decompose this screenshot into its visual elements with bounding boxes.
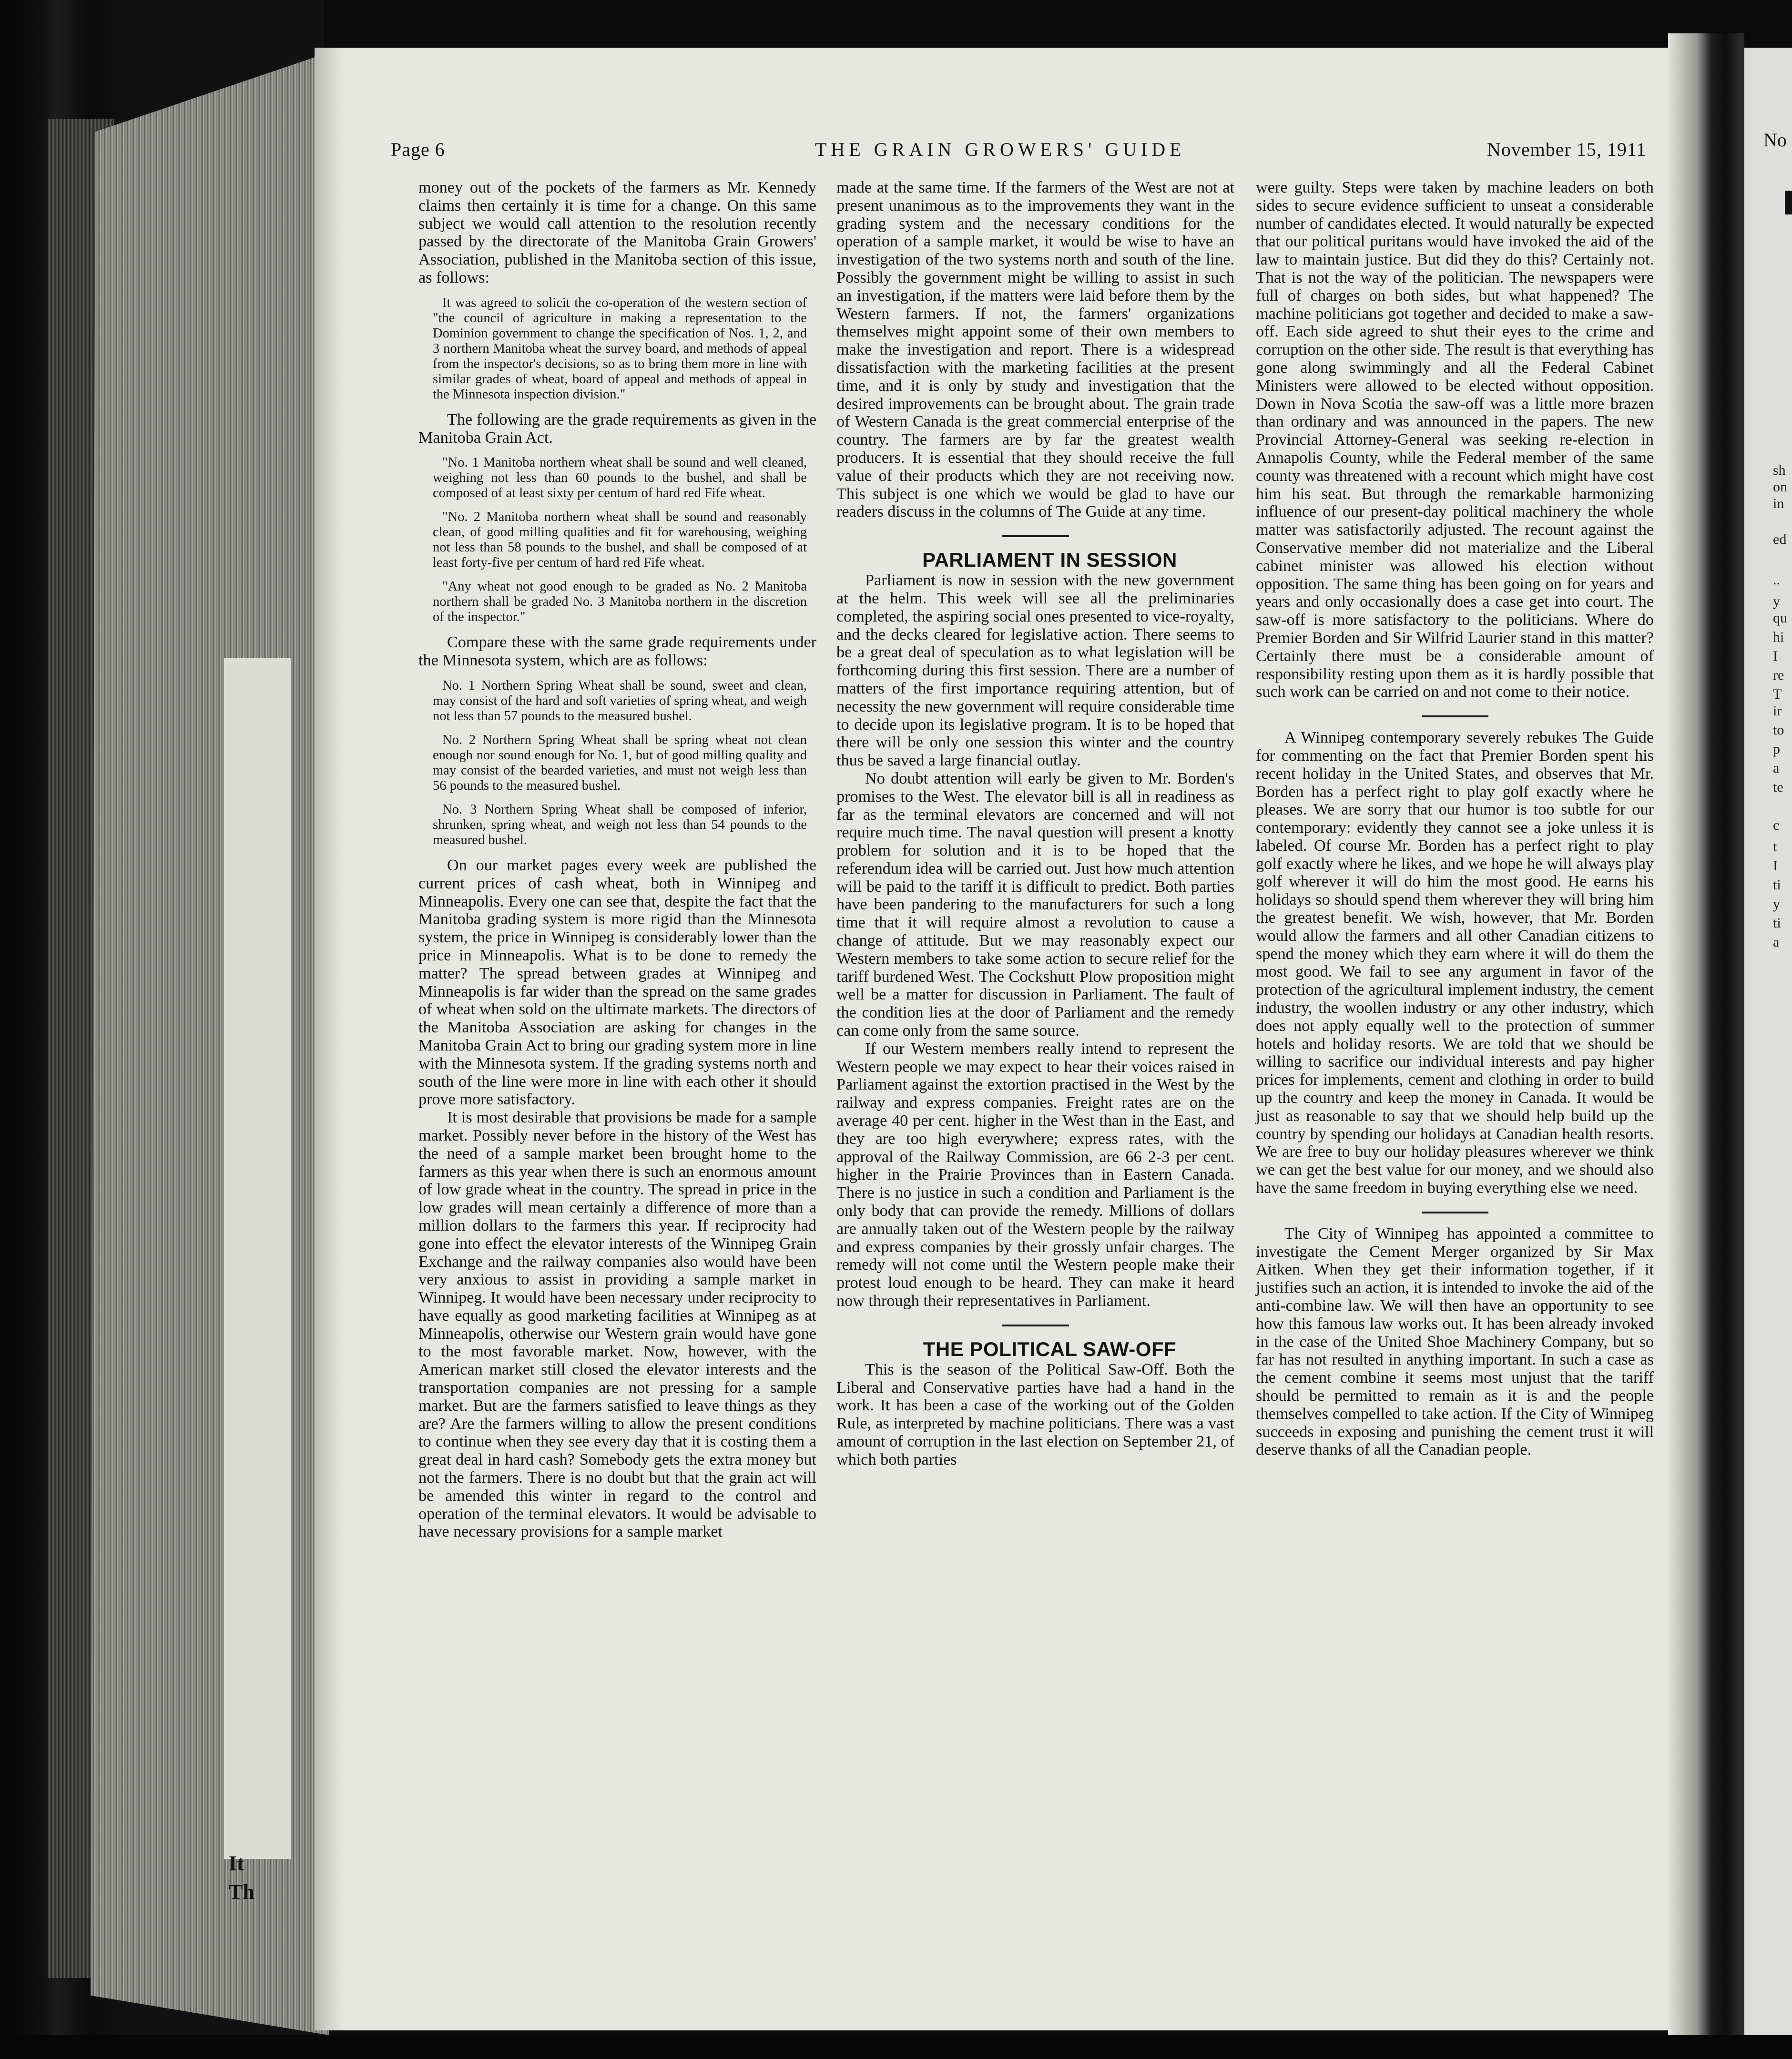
quoted-resolution: It was agreed to solicit the co-operation of the western section of "the council of agriculture in making a representation to the Dominion government to change the specification of Nos. 1, 2, and 3 northern Manitoba wheat the survey board, and methods of appeal from the inspector's decisions, so as to bring them more in line with similar grades of wheat, board of appeal and methods of appeal in the Minnesota inspection division." [433, 295, 807, 402]
right-page-fragment-letter: c [1773, 817, 1780, 833]
left-fragment-line: Th [229, 1880, 255, 1904]
column-1 [418, 179, 816, 1541]
headline-political-saw-off: THE POLITICAL SAW-OFF [923, 1337, 1177, 1360]
column-2 [836, 179, 1234, 1469]
right-page-fragment-letter: t [1773, 839, 1777, 855]
paragraph: Compare these with the same grade requirements under the Minnesota system, which are as follows: [418, 633, 816, 670]
page-number: Page 6 [391, 139, 445, 160]
right-page-fragment-letter: .. [1773, 572, 1780, 588]
section-divider [1422, 1212, 1488, 1213]
right-page-fragment-letter: in [1773, 496, 1784, 511]
quoted-grade: No. 3 Northern Spring Wheat shall be composed of inferior, shrunken, spring wheat, and weigh not less than 54 pounds to the measured bushel. [433, 802, 807, 847]
stacked-page-edges [91, 52, 329, 2035]
right-page-fragment-letter: I [1773, 858, 1778, 874]
quoted-grade: "No. 1 Manitoba northern wheat shall be sound and well cleaned, weighing not less than 60 pounds to the bushel, and shall be composed of at least sixty per centum of hard red Fife wheat. [433, 455, 807, 501]
paragraph: No doubt attention will early be given to Mr. Borden's promises to the West. The elevator bill is all in readiness as far as the terminal elevators are concerned and will not require much time. The naval question will present a knotty problem for solution and it is to be hoped that the referendum idea will be carried out. Just how much attention will be paid to the tariff it is difficult to predict. Both parties have been pandering to the manufacturers for such a long time that it will require almost a revolution to cause a change of attitude. But we may reasonably expect our Western members to take some action to secure relief for the tariff burdened West. The Cockshutt Plow proposition might well be a matter for discussion in Parliament. The fault of the condition lies at the door of Parliament and the remedy can come only from the same source. [836, 769, 1234, 1040]
paragraph: It is most desirable that provisions be made for a sample market. Possibly never before in the history of the West has the need of a sample market been brought home to the farmers as this year when there is such an enormous amount of low grade wheat in the country. The spread in price in the low grades will mean certainly a difference of more than a million dollars to the farmers this year. If reciprocity had gone into effect the elevator interests of the Winnipeg Grain Exchange and the railway companies also would have been very anxious to assist in providing a sample market in Winnipeg. It would have been necessary under reciprocity to have equally as good marketing facilities at Winnipeg as at Minneapolis, otherwise our Western grain would have gone to the most favorable market. Now, however, with the American market still closed the elevator interests and the transportation companies are not pressing for a sample market. But are the farmers satisfied to leave things as they are? Are the farmers willing to allow the present conditions to continue when they see every day that it is costing them a great deal in hard cash? Somebody gets the extra money but not the farmers. There is no doubt but that the grain act will be amended this winter in regard to the control and operation of the terminal elevators. It would be advisable to have necessary provisions for a sample market [418, 1109, 816, 1541]
paragraph: A Winnipeg contemporary severely rebukes The Guide for commenting on the fact that Premier Borden spent his recent holiday in the United States, and observes that Mr. Borden has a perfect right to play golf exactly where he pleases. We are sorry that our humor is too subtle for our contemporary: evidently they cannot see a joke unless it is labeled. Of course Mr. Borden has a perfect right to play golf exactly where he likes, and we hope he will always play golf wherever it will do him the most good. He earns his holidays so should spend them wherever they will bring him the greatest benefit. We wish, however, that Mr. Borden would allow the farmers and all other Canadian citizens to spend the money which they earn where it will do them the most good. We fail to see any argument in favor of the protection of the agricultural implement industry, the cement industry, the woollen industry or any other industry, which does not apply equally well to the protection of summer hotels and holiday resorts. We are told that we should be willing to sacrifice our individual interests and pay higher prices for implements, cement and clothing in order to build up the country and keep the money in Canada. It would be just as reasonable to say that we should help build up the country by spending our holidays at Canadian health resorts. We are free to buy our holiday pleasures wherever we think we can get the best value for our money, and we should also have the same freedom in buying everything else we need. [1256, 729, 1654, 1197]
paragraph: On our market pages every week are published the current prices of cash wheat, both in Winnipeg and Minneapolis. Every one can see that, despite the fact that the Manitoba grading system is more rigid than the Minnesota system, the price in Winnipeg is considerably lower than the price in Minneapolis. What is to be done to remedy the matter? The spread between grades at Winnipeg and Minneapolis is far wider than the spread on the same grades of wheat when sold on the ultimate markets. The directors of the Manitoba Association are asking for changes in the Manitoba Grain Act to bring our grading system more in line with the Minnesota system. If the grading systems north and south of the line were more in line with each other it should prove more satisfactory. [418, 856, 816, 1109]
right-page-fragment-letter: y [1773, 593, 1780, 609]
paragraph: The following are the grade requirements as given in the Manitoba Grain Act. [418, 410, 816, 447]
left-fragment-line: It [229, 1852, 244, 1875]
left-page-fragment [224, 658, 291, 1859]
section-divider [1002, 1325, 1069, 1326]
right-page-fragment-letter: a [1773, 760, 1780, 776]
quoted-grade: "No. 2 Manitoba northern wheat shall be sound and reasonably clean, of good milling qualities and fit for warehousing, weighing not less than 58 pounds to the bushel, and shall be composed of at least forty-five per centum of hard red Fife wheat. [433, 510, 807, 571]
paragraph: If our Western members really intend to represent the Western people we may expect to hear their voices raised in Parliament against the extortion practised in the West by the railway and express companies. Freight rates are on the average 40 per cent. higher in the West than in the East, and they are too high everywhere; express rates, with the approval of the Railway Commission, are 66 2-3 per cent. higher in the Prairie Provinces than in Eastern Canada. There is no justice in such a condition and Parliament is the only body that can provide the remedy. Millions of dollars are annually taken out of the Western people by the railway and express companies by their grossly unfair charges. The remedy will not come until the Western people make their protest loud enough to be heard. They can make it heard now through their representatives in Parliament. [836, 1040, 1234, 1310]
paragraph: money out of the pockets of the farmers as Mr. Kennedy claims then certainly it is time for a change. On this same subject we would call attention to the resolution recently passed by the directorate of the Manitoba Grain Growers' Association, published in the Manitoba section of this issue, as follows: [418, 179, 816, 286]
right-page-fragment-letter: y [1773, 896, 1780, 912]
right-page-fragment-letter: ir [1773, 703, 1782, 719]
right-page-fragment-letter: to [1773, 722, 1784, 738]
right-page-fragment-letter: qu [1773, 610, 1787, 626]
paragraph: This is the season of the Political Saw-Off. Both the Liberal and Conservative parties have had a hand in the work. It has been a case of the working out of the Golden Rule, as interpreted by machine politicians. There was a vast amount of corruption in the last election on September 21, of which both parties [836, 1360, 1234, 1468]
right-page-fragment-letter: ed [1773, 531, 1787, 547]
section-divider [1422, 715, 1488, 717]
paragraph: The City of Winnipeg has appointed a committee to investigate the Cement Merger organized by Sir Max Aitken. When they get their information together, if it justifies such an action, it is intended to invoke the aid of the anti-combine law. We will then have an opportunity to see how this famous law works out. It has been already invoked in the case of the United Shoe Machinery Company, but so far has not resulted in anything important. In such a case as the cement combine it seems most unjust that the tariff should be permitted to remain as it is and the people themselves compelled to take action. If the City of Winnipeg succeeds in exposing and punishing the cement trust it will deserve thanks of all the Canadian people. [1256, 1224, 1654, 1459]
right-page-fragment-letter: re [1773, 667, 1784, 683]
right-page-fragment-letter: T [1773, 686, 1782, 702]
right-page-fragment-letter: a [1773, 934, 1780, 950]
right-page-fragment-letter: on [1773, 479, 1787, 495]
section-divider [1002, 535, 1069, 537]
quoted-grade: No. 2 Northern Spring Wheat shall be spring wheat not clean enough nor sound enough for No. 1, but of good milling quality and may consist of the bearded varieties, and must not weigh less than 56 pounds to the measured bushel. [433, 732, 807, 793]
book-spine [1668, 33, 1744, 2045]
column-3 [1256, 179, 1654, 1459]
right-page-fragment-letter: ti [1773, 877, 1781, 893]
left-page-fragment-text [229, 1849, 324, 1906]
scan-bottom-edge [0, 2035, 1792, 2059]
headline-parliament-in-session: PARLIAMENT IN SESSION [922, 549, 1177, 571]
right-page-fragment-letter: p [1773, 741, 1780, 757]
right-page-fragment-letter: hi [1773, 629, 1784, 645]
paragraph: made at the same time. If the farmers of the West are not at present unanimous as to the improvements they want in the grading system and the necessary conditions for the operation of a sample market, it would be wise to have an investigation of the two systems north and south of the line. Possibly the government might be willing to assist in such an investigation, if the matters were laid before them by the Western farmers. If not, the farmers' organizations themselves might appoint some of their own members to make the investigation and report. There is a widespread dissatisfaction with the marketing facilities at the present time, and it is only by study and investigation that the desired improvements can be brought about. The grain trade of Western Canada is the great commercial enterprise of the country. The farmers are by far the greatest wealth producers. It is essential that they should receive the full value of their products which they are not receiving now. This subject is one which we would be glad to have our readers discuss in the columns of The Guide at any time. [836, 179, 1234, 521]
right-page-fragment-letter: ti [1773, 915, 1781, 931]
newspaper-title: THE GRAIN GROWERS' GUIDE [815, 139, 1186, 160]
right-page-fragment-letter: I [1773, 648, 1778, 664]
right-page-header-fragment: No [1763, 129, 1787, 151]
paragraph: Parliament is now in session with the new government at the helm. This week will see all the preliminaries completed, the aspiring social ones presented to vice-royalty, and the decks cleared for legislative action. There seems to be a great deal of speculation as to what legislation will be forthcoming during this first session. There are a number of matters of the first importance requiring attention, but of necessity the new government will require considerable time to decide upon its legislative program. It is to be hoped that there will be only one session this winter and the country thus be saved a large financial outlay. [836, 571, 1234, 770]
issue-date: November 15, 1911 [1487, 139, 1647, 160]
quoted-grade: "Any wheat not good enough to be graded as No. 2 Manitoba northern shall be graded No. 3 Manitoba northern in the discretion of the inspector." [433, 579, 807, 625]
right-page-fragment-letter: sh [1773, 462, 1786, 478]
right-page-fragment-letter: te [1773, 779, 1783, 795]
right-page-mark [1785, 191, 1792, 214]
paragraph: were guilty. Steps were taken by machine leaders on both sides to secure evidence sufficient to unseat a considerable number of candidates elected. It would naturally be expected that our political puritans would have invoked the aid of the law to maintain justice. But did they do this? Certainly not. That is not the way of the politician. The newspapers were full of charges on both sides, but what happened? The machine politicians got together and decided to make a saw-off. Each side agreed to shut their eyes to the crime and corruption on the other side. The result is that everything has gone along swimmingly and all the Federal Cabinet Ministers were allowed to be elected without opposition. Down in Nova Scotia the saw-off was a little more brazen than ordinary and was announced in the papers. The new Provincial Attorney-General was seeking re-election in Annapolis County, while the Federal member of the same county was threatened with a recount which might have cost him his seat. But through the remarkable harmonizing influence of our present-day political machinery the whole matter was satisfactorily adjusted. The recount against the Conservative member did not materialize and the Liberal cabinet minister was allowed his election without opposition. The same thing has been going on for years and years and only occasionally does a case get into court. The saw-off is more satisfactory to the politicians. Where do Premier Borden and Sir Wilfrid Laurier stand in this matter? Certainly there must be a considerable amount of responsibility resting upon them as it is hardly possible that such work can be carried on and not come to their notice. [1256, 179, 1654, 701]
quoted-grade: No. 1 Northern Spring Wheat shall be sound, sweet and clean, may consist of the hard and soft varieties of spring wheat, and weigh not less than 57 pounds to the measured bushel. [433, 678, 807, 724]
